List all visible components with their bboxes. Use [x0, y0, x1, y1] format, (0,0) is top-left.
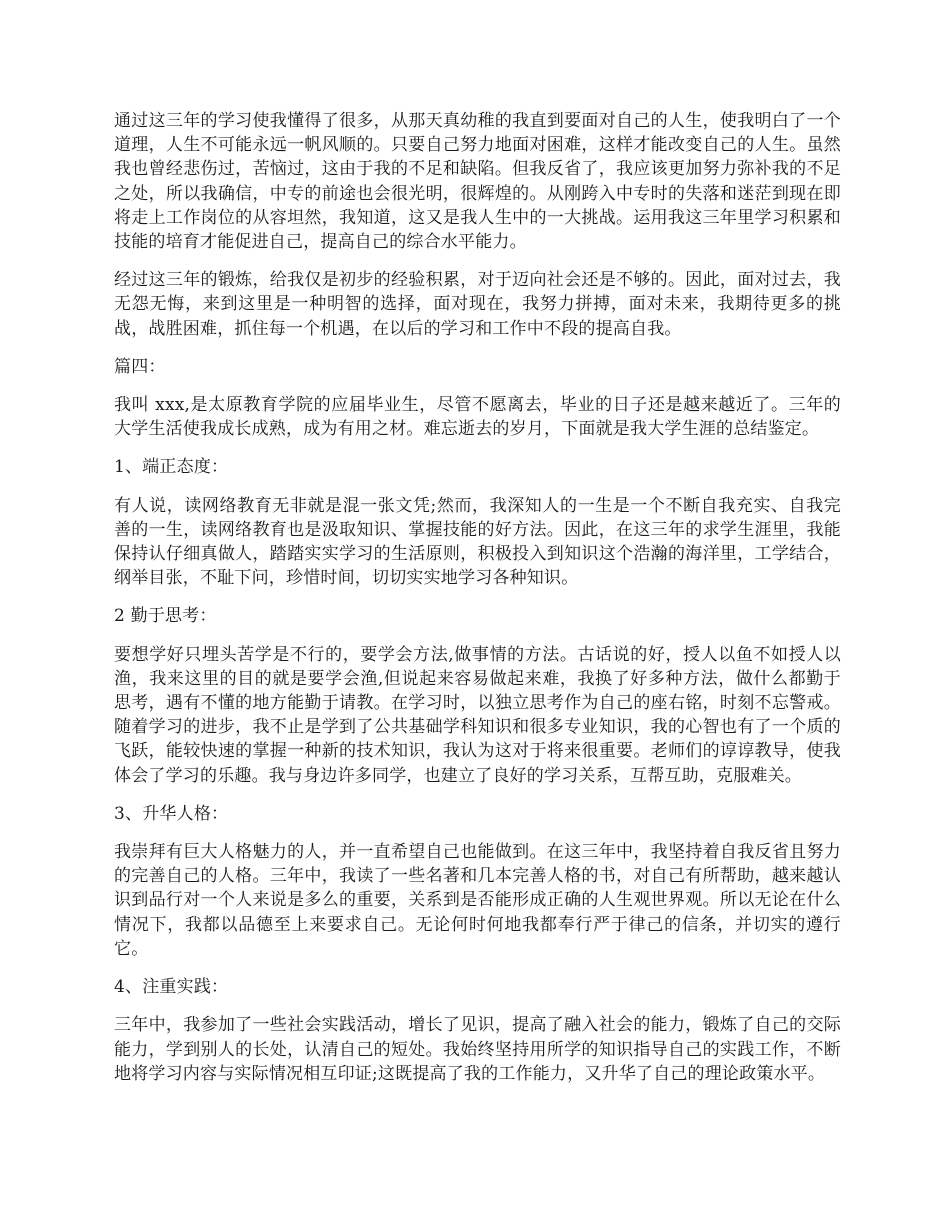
- paragraph-1: 通过这三年的学习使我懂得了很多，从那天真幼稚的我直到要面对自己的人生，使我明白了一个道理，人生不可能永远一帆风顺的。只要自己努力地面对困难，这样才能改变自己的人生。虽然我也曾经悲伤过，苦恼过，这由于我的不足和缺陷。但我反省了，我应该更加努力弥补我的不足之处，所以我确信，中专的前途也会很光明，很辉煌的。从刚跨入中专时的失落和迷茫到现在即将走上工作岗位的从容坦然，我知道，这又是我人生中的一大挑战。运用我这三年里学习积累和技能的培育才能促进自己，提高自己的综合水平能力。: [114, 111, 841, 253]
- section-heading-2: 2 勤于思考：: [114, 606, 217, 627]
- paragraph-5: 要想学好只埋头苦学是不行的，要学会方法,做事情的方法。古话说的好，授人以鱼不如授人以渔，我来这里的目的就是要学会渔,但说起来容易做起来难，我换了好多种方法，做什么都勤于思考，遇有不懂的地方能勤于请教。在学习时，以独立思考作为自己的座右铭，时刻不忘警戒。随着学习的进步，我不止是学到了公共基础学科知识和很多专业知识，我的心智也有了一个质的飞跃，能较快速的掌握一种新的技术知识，我认为这对于将来很重要。老师们的谆谆教导，使我体会了学习的乐趣。我与身边许多同学，也建立了良好的学习关系，互帮互助，克服难关。: [114, 644, 841, 786]
- document-page: [114, 109, 841, 1100]
- paragraph-6: 我崇拜有巨大人格魅力的人，并一直希望自己也能做到。在这三年中，我坚持着自我反省且努力的完善自己的人格。三年中，我读了一些名著和几本完善人格的书，对自己有所帮助，越来越认识到品行对一个人来说是多么的重要，关系到是否能形成正确的人生观世界观。所以无论在什么情况下，我都以品德至上来要求自己。无论何时何地我都奉行严于律己的信条，并切实的遵行它。: [114, 842, 841, 959]
- section-heading-4: 4、注重实践：: [114, 977, 229, 998]
- section-heading-3: 3、升华人格：: [114, 803, 229, 824]
- section-heading-part4: 篇四：: [114, 356, 166, 377]
- paragraph-4: 有人说，读网络教育无非就是混一张文凭;然而，我深知人的一生是一个不断自我充实、自我完善的一生，读网络教育也是汲取知识、掌握技能的好方法。因此，在这三年的求学生涯里，我能保持认仔细真做人，踏踏实实学习的生活原则，积极投入到知识这个浩瀚的海洋里，工学结合，纲举目张，不耻下问，珍惜时间，切切实实地学习各种知识。: [114, 495, 841, 589]
- paragraph-7: 三年中，我参加了一些社会实践活动，增长了见识，提高了融入社会的能力，锻炼了自己的交际能力，学到别人的长处，认清自己的短处。我始终坚持用所学的知识指导自己的实践工作，不断地将学习内容与实际情况相互印证;这既提高了我的工作能力，又升华了自己的理论政策水平。: [114, 1015, 841, 1084]
- paragraph-3: 我叫 xxx,是太原教育学院的应届毕业生，尽管不愿离去，毕业的日子还是越来越近了。三年的大学生活使我成长成熟，成为有用之材。难忘逝去的岁月，下面就是我大学生涯的总结鉴定。: [114, 395, 841, 440]
- paragraph-2: 经过这三年的锻炼，给我仅是初步的经验积累，对于迈向社会还是不够的。因此，面对过去，我无怨无悔，来到这里是一种明智的选择，面对现在，我努力拼搏，面对未来，我期待更多的挑战，战胜困难，抓住每一个机遇，在以后的学习和工作中不段的提高自我。: [114, 270, 841, 339]
- section-heading-1: 1、端正态度：: [114, 457, 229, 478]
